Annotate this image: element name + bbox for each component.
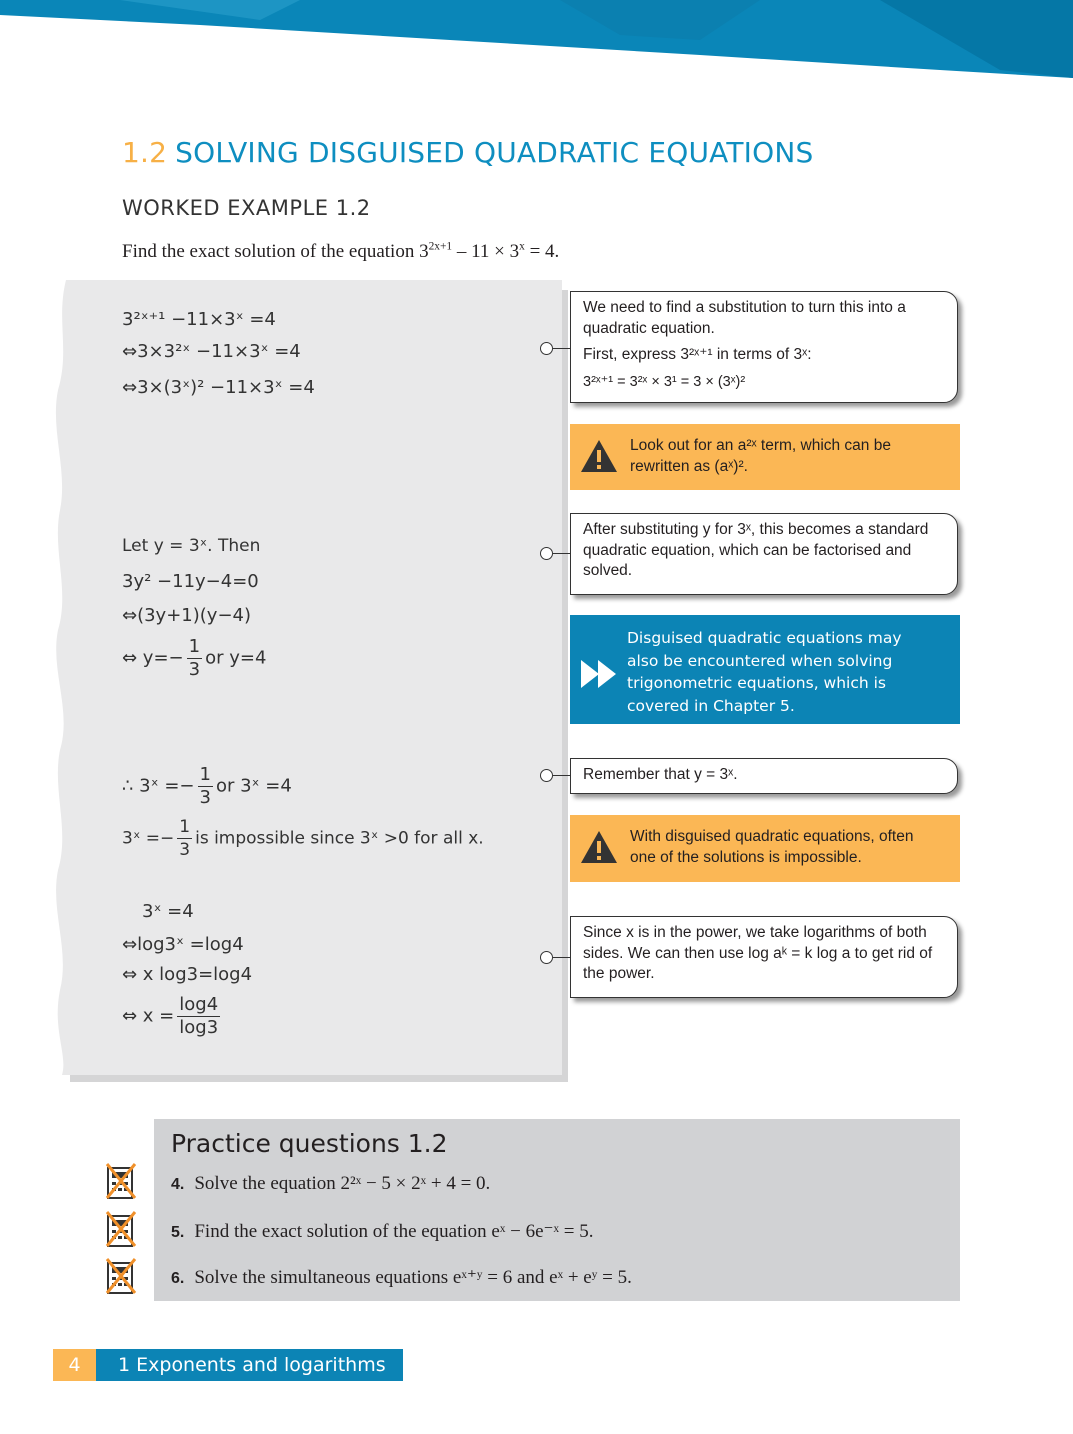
practice-item	[171, 1173, 490, 1195]
section-title	[122, 136, 813, 169]
connector-line	[553, 775, 570, 776]
warning-box-2	[570, 815, 960, 882]
question-exponent-2: x	[519, 240, 525, 253]
section-title-text: SOLVING DISGUISED QUADRATIC EQUATIONS	[175, 136, 814, 169]
working-line-1: 3²ˣ⁺¹ −11×3ˣ =4	[122, 309, 276, 330]
fraction-numerator: 1	[188, 636, 201, 657]
working-line-13	[122, 994, 223, 1039]
connector-dot	[540, 769, 553, 782]
no-calculator-icon	[104, 1210, 138, 1248]
no-calculator-icon	[104, 1257, 138, 1295]
warning-icon	[580, 439, 618, 473]
working-line-4: Let y = 3ˣ. Then	[122, 536, 261, 556]
header-banner	[0, 0, 1073, 80]
practice-number: 6.	[171, 1270, 185, 1287]
connector-dot	[540, 342, 553, 355]
connector-line	[553, 957, 570, 958]
callout-1-line-2: First, express 3²ˣ⁺¹ in terms of 3ˣ:	[583, 346, 812, 363]
working-line-10: 3ˣ =4	[142, 901, 194, 922]
fraction-denominator: 3	[179, 840, 191, 860]
line-13-pre: ⇔ x =	[122, 1005, 175, 1027]
callout-1-line-1: We need to find a substitution to turn this into a quadratic equation.	[583, 299, 906, 337]
line-7-post: or y=4	[205, 647, 267, 669]
callout-1-line-3: 3²ˣ⁺¹ = 3²ˣ × 3¹ = 3 × (3ˣ)²	[583, 373, 746, 390]
connector-dot	[540, 951, 553, 964]
practice-text: Find the exact solution of the equation eˣ − 6e⁻ˣ = 5.	[194, 1221, 594, 1242]
working-line-2: ⇔3×3²ˣ −11×3ˣ =4	[122, 341, 301, 362]
callout-2-text: After substituting y for 3ˣ, this becomes a standard quadratic equation, which can be factorised and solved.	[583, 521, 929, 579]
working-line-12: ⇔ x log3=log4	[122, 964, 253, 985]
practice-number: 4.	[171, 1176, 185, 1193]
working-line-9	[122, 816, 484, 861]
fraction-numerator: log4	[179, 994, 219, 1015]
callout-4-text: Since x is in the power, we take logarithms of both sides. We can then use log aᵏ = k log a to get rid of the power.	[583, 924, 933, 982]
connector-line	[553, 553, 570, 554]
practice-title: Practice questions 1.2	[171, 1129, 448, 1158]
practice-text: Solve the equation 2²ˣ − 5 × 2ˣ + 4 = 0.	[194, 1173, 491, 1194]
callout-3-text: Remember that y = 3ˣ.	[583, 766, 738, 783]
worked-example-question	[122, 241, 559, 263]
warning-text-2: With disguised quadratic equations, often one of the solutions is impossible.	[630, 828, 914, 866]
worked-example-title: WORKED EXAMPLE 1.2	[122, 196, 371, 220]
question-end: = 4.	[524, 241, 560, 262]
line-9-post: is impossible since 3ˣ >0 for all x.	[195, 828, 484, 849]
fraction-denominator: 3	[199, 787, 211, 808]
callout-substitution	[570, 291, 958, 403]
info-box-trig	[570, 615, 960, 724]
practice-item	[171, 1266, 632, 1289]
fraction-one-third	[187, 636, 202, 681]
working-line-8	[122, 764, 292, 809]
working-line-11: ⇔log3ˣ =log4	[122, 934, 244, 955]
line-8-post: or 3ˣ =4	[215, 775, 292, 797]
info-text: Disguised quadratic equations may also be encountered when solving trigonometric equations, which is covered in Chapter 5.	[627, 629, 902, 715]
section-number: 1.2	[122, 136, 168, 169]
chapter-title: 1 Exponents and logarithms	[96, 1349, 403, 1381]
practice-questions-box	[154, 1119, 960, 1301]
practice-text: Solve the simultaneous equations eˣ⁺ʸ = 6 and eˣ + eʸ = 5.	[194, 1267, 632, 1288]
warning-text-1: Look out for an a²ˣ term, which can be rewritten as (aˣ)².	[630, 437, 891, 475]
line-8-pre: ∴ 3ˣ =−	[122, 775, 195, 797]
torn-edge	[48, 280, 78, 1075]
fraction-denominator: log3	[179, 1017, 219, 1038]
fraction-numerator: 1	[179, 817, 191, 837]
fraction-numerator: 1	[199, 764, 211, 785]
practice-item	[171, 1220, 593, 1243]
warning-icon	[580, 830, 618, 864]
question-exponent: 2x+1	[428, 240, 453, 253]
connector-line	[553, 348, 570, 349]
warning-box-1	[570, 424, 960, 490]
fraction-one-third-2	[198, 764, 213, 809]
page-number: 4	[53, 1349, 96, 1381]
fraction-one-third-3	[177, 816, 192, 861]
callout-logarithms	[570, 916, 958, 998]
question-prefix: Find the exact solution of the equation 3	[122, 241, 429, 262]
fast-forward-icon	[580, 659, 618, 689]
working-line-7	[122, 636, 266, 681]
callout-quadratic	[570, 513, 958, 595]
fraction-log4-log3	[177, 994, 220, 1039]
working-line-6: ⇔(3y+1)(y−4)	[122, 605, 251, 626]
practice-number: 5.	[171, 1224, 185, 1241]
callout-remember	[570, 758, 958, 794]
question-middle: – 11 × 3	[452, 241, 520, 262]
no-calculator-icon	[104, 1162, 138, 1200]
fraction-denominator: 3	[188, 659, 201, 680]
line-9-pre: 3ˣ =−	[122, 828, 175, 849]
connector-dot	[540, 547, 553, 560]
working-line-3: ⇔3×(3ˣ)² −11×3ˣ =4	[122, 377, 315, 398]
working-line-5: 3y² −11y−4=0	[122, 571, 259, 592]
line-7-pre: ⇔ y=−	[122, 647, 184, 669]
